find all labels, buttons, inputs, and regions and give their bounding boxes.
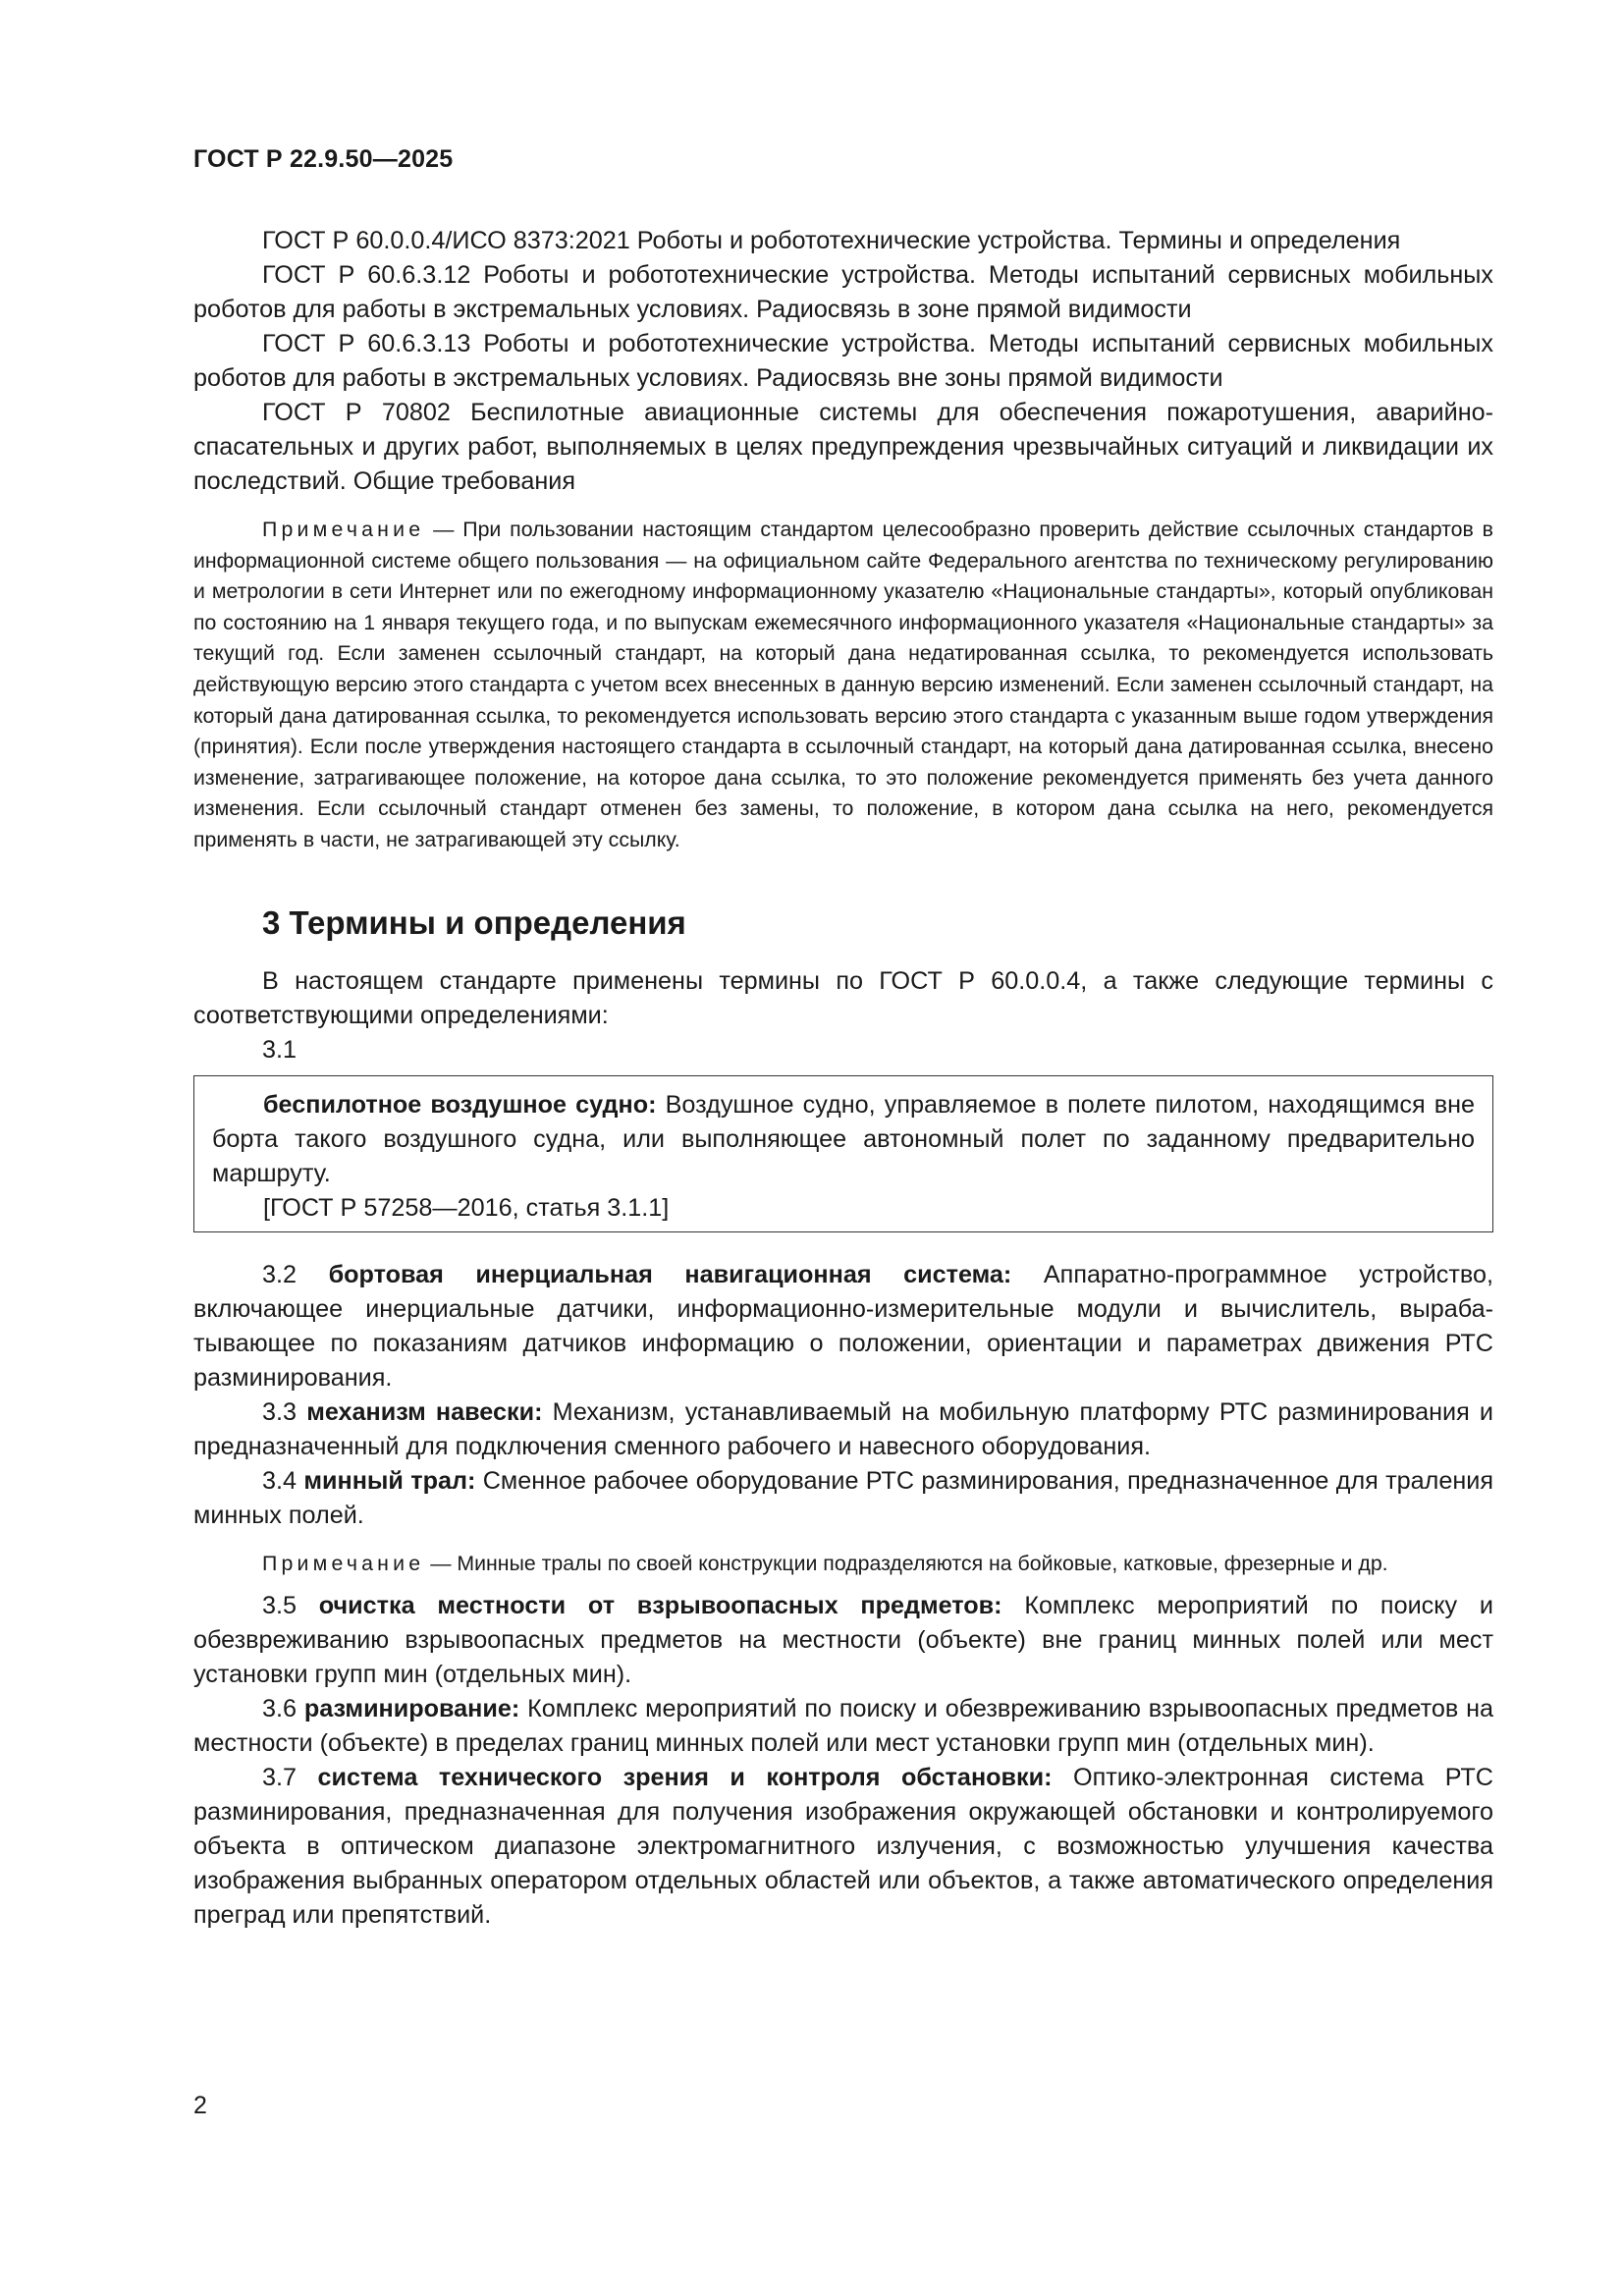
term-3-3 [193, 1395, 1493, 1464]
term-3-2 [193, 1258, 1493, 1395]
term-3-7 [193, 1761, 1493, 1933]
note-text: — Минные тралы по своей конструкции подразделяются на бойковые, катковые, фрезерные и др. [424, 1551, 1388, 1575]
term-definition: Комплекс мероприятий по поиску и обезвреживанию взрывоопасных предметов на местности (объекте) вне границ минных полей или мест установки групп мин (отдельных мин). [193, 1592, 1493, 1689]
term-number: 3.5 [262, 1592, 319, 1620]
term-definition: Оптико-электронная система РТС разминирования, предназначенная для получения изображения окружающей обстановки и контролируемого объекта в оптическом диапазоне электромагнитного излучения, с возможностью улучшения качества изображения выбранных оператором отдельных областей или объектов, а также автоматического определения преград или препятствий. [193, 1764, 1493, 1930]
term-name: система технического зрения и контроля обстановки: [317, 1764, 1053, 1792]
reference-item: ГОСТ Р 70802 Беспилотные авиационные системы для обеспечения пожаротушения, аварийно-спасательных и других работ, выполняемых в целях предупреждения чрезвычайных ситуаций и ликвидации их последствий. Общие требования [193, 399, 1493, 495]
term-name: очистка местности от взрывоопасных предметов: [318, 1592, 1002, 1620]
note-label: Примечание [262, 1551, 425, 1575]
reference-item: ГОСТ Р 60.0.0.4/ИСО 8373:2021 Роботы и робототехнические устройства. Термины и определения [262, 227, 1401, 254]
reference-item: ГОСТ Р 60.6.3.12 Роботы и робототехнические устройства. Методы испытаний сервисных мобильных роботов для работы в экстремальных условиях. Радиосвязь в зоне прямой видимости [193, 261, 1493, 323]
term-number: 3.1 [262, 1035, 298, 1064]
note-label: Примечание [262, 518, 425, 541]
term-definition: Сменное рабочее оборудование РТС разминирования, предназначенное для траления минных полей. [193, 1466, 1493, 1529]
term-number: 3.4 [262, 1466, 304, 1495]
term-definition: Механизм, устанавливаемый на мобильную платформу РТС разминирования и предназначенный для подключения сменного рабочего и навесного оборудования. [193, 1397, 1493, 1460]
term-name: разминирование: [303, 1695, 520, 1723]
term-3-4 [193, 1464, 1493, 1533]
term-definition-box [193, 1075, 1493, 1232]
term-name: минный трал: [303, 1466, 476, 1495]
term-definition: Аппаратно-программное устройство, включающее инерциальные датчики, информационно-измерительные модули и вычислитель, вырабатывающее по показаниям датчиков информацию о положении, ориентации и параметрах движения РТС разминирования. [193, 1260, 1493, 1392]
term-3-5 [193, 1589, 1493, 1692]
document-header: ГОСТ Р 22.9.50—2025 [193, 145, 454, 173]
term-3-6 [193, 1692, 1493, 1761]
term-name: механизм навески: [306, 1397, 543, 1426]
reference-item: ГОСТ Р 60.6.3.13 Роботы и робототехнические устройства. Методы испытаний сервисных мобильных роботов для работы в экстремальных условиях. Радиосвязь вне зоны прямой видимости [193, 330, 1493, 392]
term-source: [ГОСТ Р 57258—2016, статья 3.1.1] [263, 1193, 670, 1222]
note-text: — При пользовании настоящим стандартом целесообразно проверить действие ссылочных стандартов в информационной системе общего пользования — на официальном сайте Федерального агентства по техническому регулированию и метрологии в сети Интернет или по ежегодному информационному указателю «Национальные стандарты», который опубликован по состоянию на 1 января текущего года, и по выпускам ежемесячного информационного указателя «Национальные стандарты» за текущий год. Если заменен ссылочный стандарт, на который дана недатированная ссылка, то рекомендуется использовать действующую версию этого стандарта с учетом всех внесенных в данную версию изменений. Если заменен ссылочный стандарт, на который дана датированная ссылка, то рекомендуется использовать версию этого стандарта с указанным выше годом утверждения (принятия). Если после утверждения настоящего стандарта в ссылочный стандарт, на который дана датированная ссылка, внесено изменение, затрагивающее положение, на которое дана ссылка, то это положение рекомендуется применять без учета данного изменения. Если ссылочный стандарт отменен без замены, то положение, в котором дана ссылка на него, рекомендуется применять в части, не затрагивающей эту ссылку. [193, 518, 1493, 851]
term-number: 3.2 [262, 1260, 329, 1288]
term-name: бортовая инерциальная навигационная система: [328, 1260, 1012, 1288]
page-content [193, 224, 1493, 1933]
section-intro: В настоящем стандарте применены термины по ГОСТ Р 60.0.0.4, а также следующие термины с соответствующими определениями: [193, 966, 1493, 1029]
term-number: 3.7 [262, 1764, 318, 1792]
term-definition: Воздушное судно, управляемое в полете пилотом, находящимся вне борта такого воздушного судна, или выполняющее автономный полет по заданному предварительно маршруту. [212, 1090, 1475, 1187]
term-3-1 [212, 1088, 1475, 1191]
term-number: 3.3 [262, 1397, 307, 1426]
term-number: 3.6 [262, 1695, 304, 1723]
term-name: беспилотное воздушное судно: [263, 1090, 657, 1119]
section-title: 3 Термины и определения [262, 903, 686, 941]
page-number: 2 [193, 2092, 207, 2119]
note-references [193, 515, 1493, 856]
term-definition: Комплекс мероприятий по поиску и обезвреживанию взрывоопасных предметов на местности (объекте) в пределах границ минных полей или мест установки групп мин (отдельных мин). [193, 1695, 1493, 1758]
note-mine-trawl [193, 1549, 1493, 1580]
